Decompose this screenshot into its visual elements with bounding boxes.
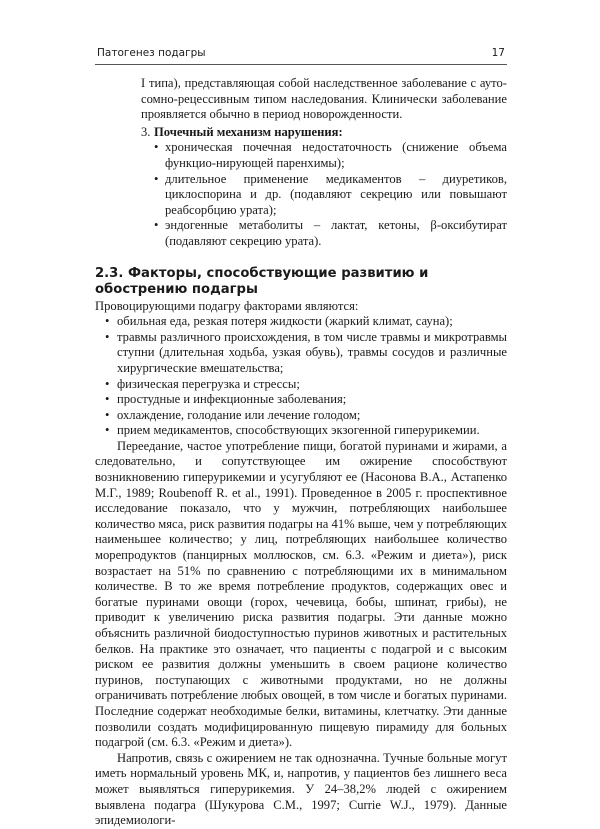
section-heading: 2.3. Факторы, способствующие развитию и обострению подагры: [95, 265, 429, 297]
factors-list: [95, 314, 507, 439]
running-header-title: Патогенез подагры: [97, 47, 206, 59]
item-number: 3.: [141, 124, 151, 139]
body-text: [95, 76, 507, 829]
list-item: • охлаждение, голодание или лечение голодом;: [95, 408, 507, 424]
running-header: [95, 44, 507, 65]
list-item: • травмы различного происхождения, в том числе травмы и микротравмы ступни (длительная ходьба, узкая обувь), травмы сосудов и различные хирургические вмешательства;: [95, 330, 507, 377]
paragraph: Переедание, частое употребление пищи, богатой пуринами и жирами, а следовательно, и сопутствующее им ожирение способствуют возникновению гиперурикемии и усугубляют ее (Насонова В.А., Астапенко М.Г., 1989; Roubenoff R. et al., 1991). Проведенное в 2005 г. проспективное исследование показало, что у мужчин, потребляющих наибольшее количество мяса, риск развития подагры на 41% выше, чем у потребляющих наименьшее количество; у лиц, потребляющих наибольшее количество морепродуктов (панцирных моллюсков, см. 6.3. «Режим и диета»), риск возрастает на 51% по сравнению с потребляющими их в минимальном количестве. В то же время потребление продуктов, содержащих овес и богатые пуринами овощи (горох, чечевица, бобы, шпинат, грибы), не приводит к увеличению риска развития подагры. Эти данные можно объяснить различной биодоступностью пуринов животных и растительных белков. На практике это означает, что пациенты с подагрой и с высоким риском ее развития должны уменьшить в своем рационе количество пуринов, поступающих с животными продуктами, но не должны ограничивать потребление любых овощей, в том числе и богатых пуринами. Последние содержат необходимые белки, витамины, клетчатку. Эти данные позволили создать модифицированную пищевую пирамиду для больных подагрой (см. 6.3. «Режим и диета»).: [95, 438, 507, 750]
item-title: Почечный механизм нарушения:: [154, 124, 343, 139]
list-item: • физическая перегрузка и стрессы;: [95, 377, 507, 393]
paragraph: Напротив, связь с ожирением не так однозначна. Тучные больные могут иметь нормальный уровень МК, и, напротив, у пациентов без лишнего веса может выявляться гиперурикемия. У 24–38,2% людей с ожирением выявлена подагра (Шукурова С.М., 1997; Currie W.J., 1979). Данные эпидемиологи-: [95, 750, 507, 828]
continued-paragraph: I типа), представляющая собой наследственное заболевание с ауто-сомно-рецессивным типом наследования. Клинически заболевание проявляется обычно в период новорожденности.: [141, 76, 507, 122]
numbered-item-3: [141, 125, 507, 141]
list-item: • обильная еда, резкая потеря жидкости (жаркий климат, сауна);: [95, 314, 507, 330]
renal-mechanism-list: [95, 140, 507, 249]
list-item: • хроническая почечная недостаточность (снижение объема функцио-нирующей паренхимы);: [95, 140, 507, 171]
list-item: • прием медикаментов, способствующих экзогенной гиперурикемии.: [95, 423, 507, 439]
page-number: 17: [491, 47, 505, 59]
list-item: • эндогенные метаболиты – лактат, кетоны, β-оксибутират (подавляют секрецию урата).: [95, 218, 507, 249]
list-item: • простудные и инфекционные заболевания;: [95, 392, 507, 408]
lead-in-text: Провоцирующими подагру факторами являются:: [95, 298, 359, 313]
list-item: • длительное применение медикаментов – диуретиков, циклоспорина и др. (подавляют секрецию или повышают реабсорбцию урата);: [95, 172, 507, 219]
